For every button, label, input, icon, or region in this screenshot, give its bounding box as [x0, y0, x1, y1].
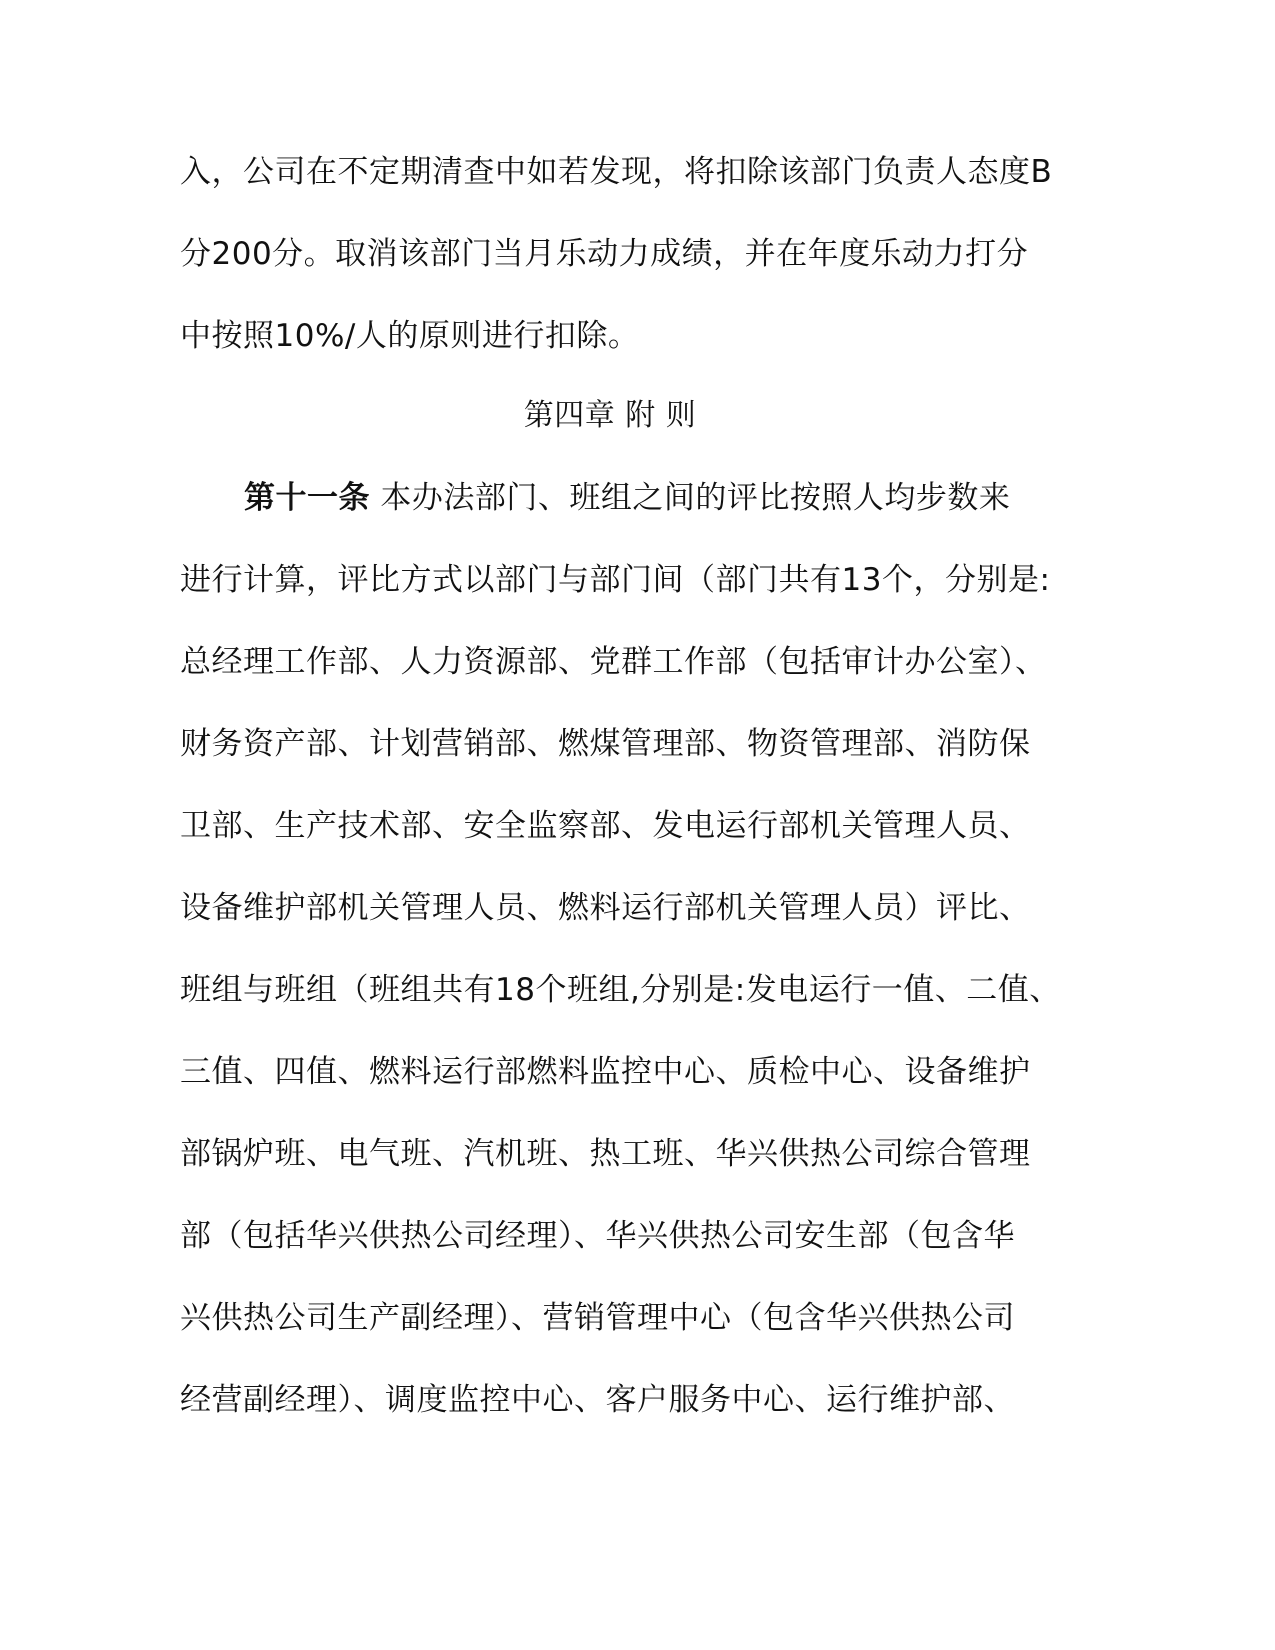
paragraph-line: 部（包括华兴供热公司经理）、华兴供热公司安生部（包含华 — [180, 1218, 1015, 1254]
chapter-heading: 第四章 附 则 — [523, 398, 697, 433]
article-text: 本办法部门、班组之间的评比按照人均步数来 — [380, 480, 1011, 516]
paragraph-line: 进行计算，评比方式以部门与部门间（部门共有13个，分别是: — [180, 562, 1051, 598]
paragraph-line: 班组与班组（班组共有18个班组,分别是:发电运行一值、二值、 — [180, 972, 1061, 1008]
article-first-line — [180, 457, 1104, 539]
paragraph-line: 设备维护部机关管理人员、燃料运行部机关管理人员）评比、 — [180, 890, 1031, 926]
paragraph-line: 三值、四值、燃料运行部燃料监控中心、质检中心、设备维护 — [180, 1054, 1031, 1090]
paragraph-line: 财务资产部、计划营销部、燃煤管理部、物资管理部、消防保 — [180, 726, 1031, 762]
paragraph-line: 入，公司在不定期清查中如若发现，将扣除该部门负责人态度B — [180, 154, 1053, 190]
paragraph-line: 总经理工作部、人力资源部、党群工作部（包括审计办公室）、 — [180, 644, 1047, 680]
paragraph-line: 兴供热公司生产副经理）、营销管理中心（包含华兴供热公司 — [180, 1300, 1015, 1336]
paragraph-line: 经营副经理）、调度监控中心、客户服务中心、运行维护部、 — [180, 1382, 1015, 1418]
article-label: 第十一条 — [244, 480, 370, 516]
paragraph-line: 分200分。取消该部门当月乐动力成绩，并在年度乐动力打分 — [180, 236, 1029, 272]
paragraph-line: 部锅炉班、电气班、汽机班、热工班、华兴供热公司综合管理 — [180, 1136, 1031, 1172]
paragraph-line: 卫部、生产技术部、安全监察部、发电运行部机关管理人员、 — [180, 808, 1031, 844]
paragraph-line: 中按照10%/人的原则进行扣除。 — [180, 318, 640, 354]
